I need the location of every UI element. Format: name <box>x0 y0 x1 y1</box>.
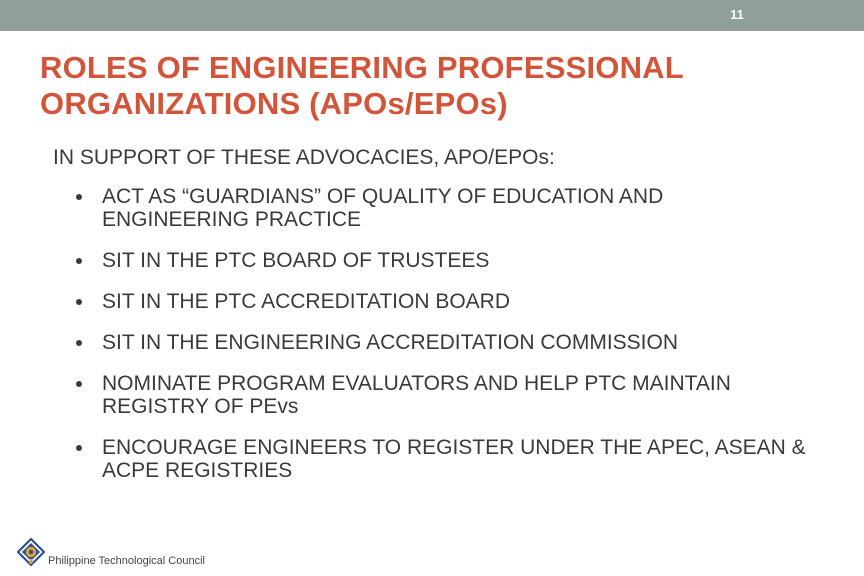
bullet-text: NOMINATE PROGRAM EVALUATORS AND HELP PTC MAINTAIN REGISTRY OF PEvs <box>102 372 731 418</box>
bullet-item <box>76 185 816 231</box>
bullet-dot-icon <box>76 381 82 387</box>
bullet-text: ACT AS “GUARDIANS” OF QUALITY OF EDUCATION AND ENGINEERING PRACTICE <box>102 185 664 231</box>
bullet-dot-icon <box>76 340 82 346</box>
bullet-list <box>76 185 816 500</box>
top-bar <box>0 0 864 31</box>
bullet-text: SIT IN THE PTC BOARD OF TRUSTEES <box>102 249 490 272</box>
bullet-item <box>76 331 816 354</box>
bullet-dot-icon <box>76 258 82 264</box>
intro-text: IN SUPPORT OF THESE ADVOCACIES, APO/EPOs: <box>53 146 555 169</box>
bullet-dot-icon <box>76 194 82 200</box>
slide-number: 11 <box>730 7 744 22</box>
bullet-item <box>76 436 816 482</box>
bullet-dot-icon <box>76 299 82 305</box>
bullet-text: SIT IN THE ENGINEERING ACCREDITATION COMMISSION <box>102 331 679 354</box>
bullet-item <box>76 249 816 272</box>
slide-title: ROLES OF ENGINEERING PROFESSIONAL ORGANIZATIONS (APOs/EPOs) <box>40 50 684 121</box>
bullet-dot-icon <box>76 445 82 451</box>
ptc-logo-icon <box>17 538 45 566</box>
bullet-item <box>76 290 816 313</box>
bullet-text: SIT IN THE PTC ACCREDITATION BOARD <box>102 290 510 313</box>
footer-organization: Philippine Technological Council <box>48 555 205 567</box>
bullet-item <box>76 372 816 418</box>
bullet-text: ENCOURAGE ENGINEERS TO REGISTER UNDER THE APEC, ASEAN & ACPE REGISTRIES <box>102 436 806 482</box>
